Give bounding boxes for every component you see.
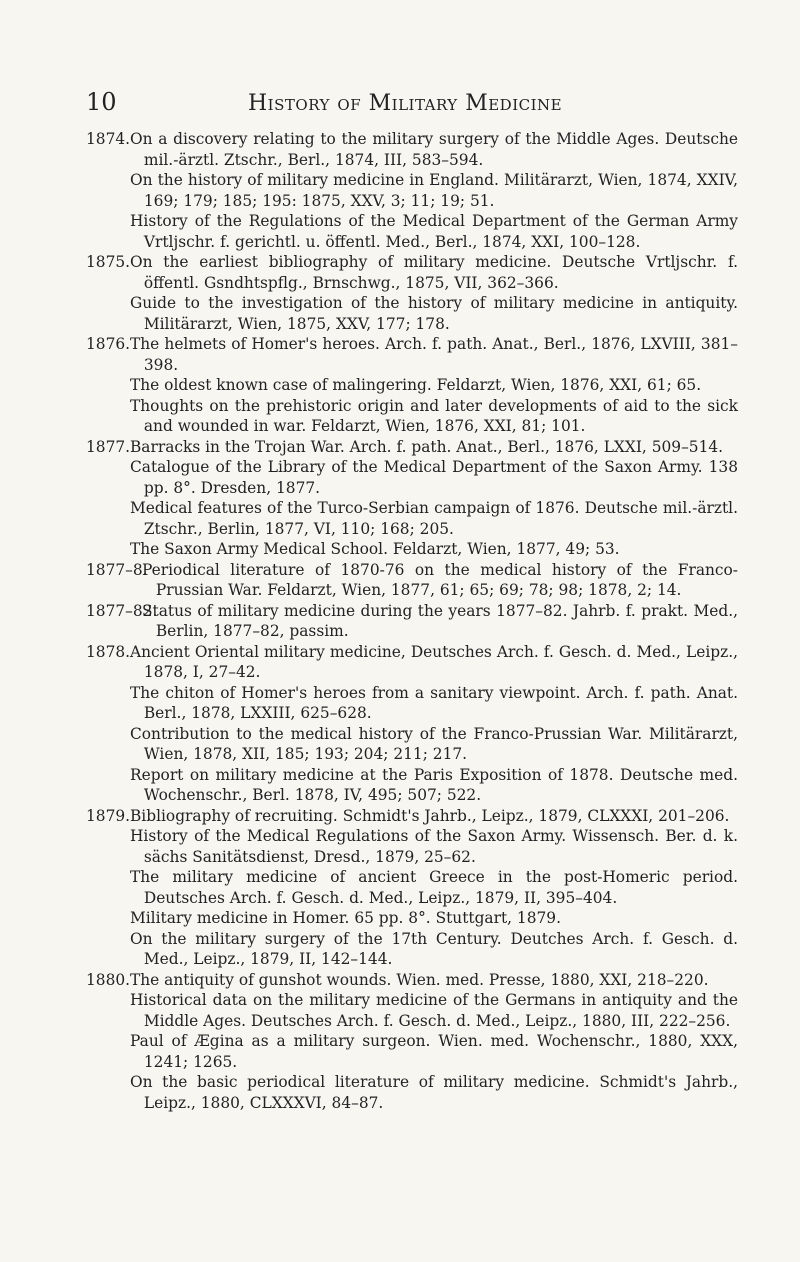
entry-year: 1877–82. [86,601,158,620]
running-head [86,90,738,120]
entry-text: Contribution to the medical history of the Franco-Prussian War. Militärarzt, Wien, 1878, XII, 185; 193; 204; 211; 217. [130,724,738,763]
entry-text: Report on military medicine at the Paris Exposition of 1878. Deutsche med. Wochenschr., Berl. 1878, IV, 495; 507; 522. [130,765,738,804]
entry-year: 1878. [86,642,131,661]
entry-text: Ancient Oriental military medicine, Deutsches Arch. f. Gesch. d. Med., Leipz., 1878, I, 27–42. [130,642,738,681]
bibliography-entry [86,806,738,827]
entry-text: On a discovery relating to the military surgery of the Middle Ages. Deutsche mil.-ärztl. Ztschr., Berl., 1874, III, 583–594. [130,130,738,169]
bibliography-entry [86,252,738,293]
bibliography-entry [86,867,738,908]
bibliography-entry [86,375,738,396]
bibliography-entry [86,560,738,601]
entry-text: The oldest known case of malingering. Feldarzt, Wien, 1876, XXI, 61; 65. [130,376,702,394]
entry-text: Historical data on the military medicine of the Germans in antiquity and the Middle Ages. Deutsches Arch. f. Gesch. d. Med., Leipz., 1880, III, 222–256. [130,991,738,1030]
bibliography-entry [86,170,738,211]
entry-text: History of the Regulations of the Medical Department of the German Army Vrtljschr. f. gerichtl. u. öffentl. Med., Berl., 1874, XXI, 100–128. [130,212,738,251]
entry-year: 1874. [86,130,131,148]
entry-text: History of the Medical Regulations of the Saxon Army. Wissensch. Ber. d. k. sächs Sanitätsdienst, Dresd., 1879, 25–62. [130,827,738,866]
bibliography-entry [86,642,738,683]
bibliography-entry [86,396,738,437]
entry-text: On the basic periodical literature of military medicine. Schmidt's Jahrb., Leipz., 1880, CLXXXVI, 84–87. [130,1073,738,1112]
entry-text: Catalogue of the Library of the Medical Department of the Saxon Army. 138 pp. 8°. Dresden, 1877. [130,458,738,497]
bibliography-entry [86,437,738,458]
entry-text: Status of military medicine during the years 1877–82. Jahrb. f. prakt. Med., Berlin, 1877–82, passim. [142,601,738,640]
running-title: History of Military Medicine [248,91,563,116]
bibliography-entry [86,129,738,170]
bibliography-entry [86,601,738,642]
entry-year: 1877–8. [86,560,148,579]
entry-year: 1875. [86,253,131,271]
entry-text: Guide to the investigation of the history of military medicine in antiquity. Militärarzt, Wien, 1875, XXV, 177; 178. [130,294,738,333]
entry-text: On the earliest bibliography of military medicine. Deutsche Vrtljschr. f. öffentl. Gsndhtspflg., Brnschwg., 1875, VII, 362–366. [130,253,738,292]
bibliography-entry [86,539,738,560]
entry-text: Barracks in the Trojan War. Arch. f. path. Anat., Berl., 1876, LXXI, 509–514. [130,437,724,456]
bibliography-entry [86,683,738,724]
bibliography-entry [86,724,738,765]
entry-year: 1877. [86,437,131,456]
bibliography-entry [86,990,738,1031]
bibliography-entry [86,765,738,806]
entry-text: The military medicine of ancient Greece in the post-Homeric period. Deutsches Arch. f. Gesch. d. Med., Leipz., 1879, II, 395–404. [130,868,738,907]
bibliography-entry [86,498,738,539]
bibliography-entry [86,293,738,334]
bibliography-entry [86,211,738,252]
bibliography-entry [86,1031,738,1072]
entry-year: 1876. [86,335,131,353]
bibliography-entry [86,929,738,970]
bibliography-entry [86,457,738,498]
entry-text: The chiton of Homer's heroes from a sanitary viewpoint. Arch. f. path. Anat. Berl., 1878, LXXIII, 625–628. [130,683,738,722]
entry-text: The Saxon Army Medical School. Feldarzt, Wien, 1877, 49; 53. [130,540,620,558]
entry-text: On the military surgery of the 17th Century. Deutches Arch. f. Gesch. d. Med., Leipz., 1879, II, 142–144. [130,929,738,968]
entry-text: Military medicine in Homer. 65 pp. 8°. Stuttgart, 1879. [130,909,561,927]
entry-text: Medical features of the Turco-Serbian campaign of 1876. Deutsche mil.-ärztl. Ztschr., Berlin, 1877, VI, 110; 168; 205. [130,499,738,538]
entry-text: Thoughts on the prehistoric origin and later developments of aid to the sick and wounded in war. Feldarzt, Wien, 1876, XXI, 81; 101. [130,396,738,435]
entry-text: The antiquity of gunshot wounds. Wien. med. Presse, 1880, XXI, 218–220. [130,970,709,989]
entry-text: Bibliography of recruiting. Schmidt's Jahrb., Leipz., 1879, CLXXXI, 201–206. [130,806,730,825]
bibliography-entry [86,970,738,991]
bibliography-list [86,129,738,1113]
entry-year: 1880. [86,970,131,989]
entry-text: The helmets of Homer's heroes. Arch. f. path. Anat., Berl., 1876, LXVIII, 381–398. [130,335,738,374]
bibliography-entry [86,826,738,867]
entry-year: 1879. [86,806,131,825]
entry-text: On the history of military medicine in England. Militärarzt, Wien, 1874, XXIV, 169; 179; 185; 195: 1875, XXV, 3; 11; 19; 51. [130,171,738,210]
entry-text: Paul of Ægina as a military surgeon. Wien. med. Wochenschr., 1880, XXX, 1241; 1265. [130,1032,738,1071]
entry-text: Periodical literature of 1870-76 on the medical history of the Franco-Prussian War. Feldarzt, Wien, 1877, 61; 65; 69; 78; 98; 1878, 2; 14. [142,560,738,599]
bibliography-entry [86,1072,738,1113]
bibliography-entry [86,334,738,375]
page-number: 10 [86,88,117,116]
bibliography-entry [86,908,738,929]
